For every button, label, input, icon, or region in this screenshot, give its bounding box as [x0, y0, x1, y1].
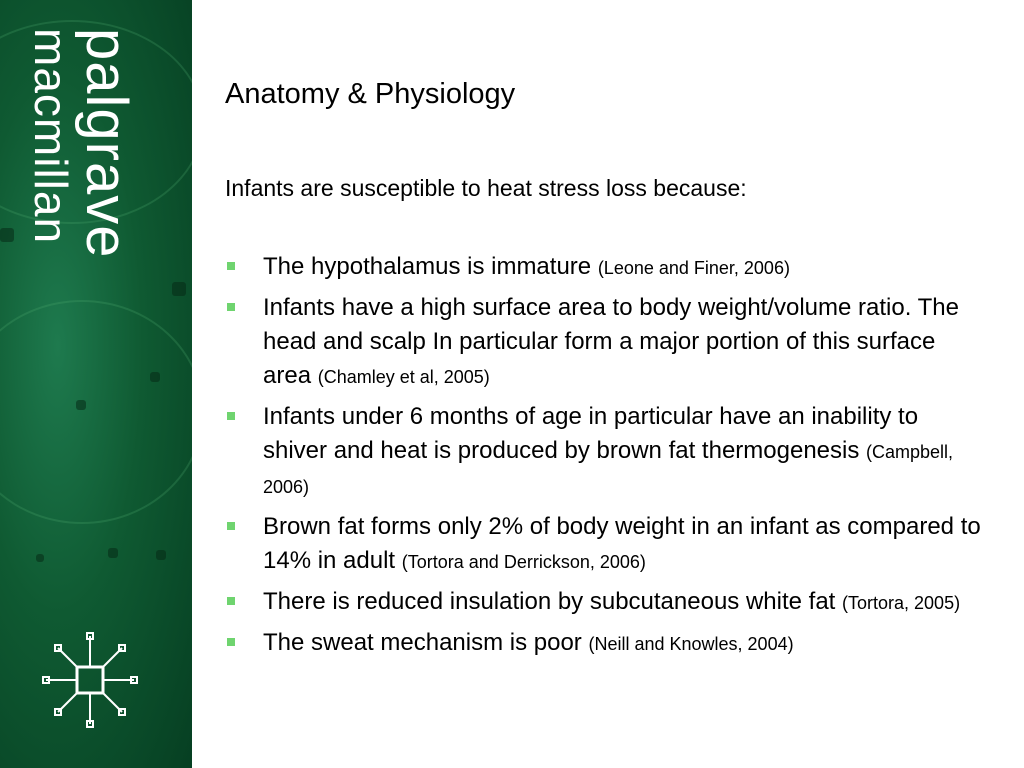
bullet-citation: (Tortora, 2005): [842, 593, 961, 613]
brand-word-palgrave: palgrave: [74, 28, 139, 259]
bullet-citation: (Tortora and Derrickson, 2006): [401, 552, 646, 572]
bullet-text: There is reduced insulation by subcutaneous white fat: [263, 588, 843, 615]
bullet-citation: (Campbell, 2006): [263, 442, 954, 497]
bullet-item: [225, 585, 985, 620]
decorative-dot: [172, 282, 186, 296]
bullet-item: [225, 510, 985, 579]
slide-intro: Infants are susceptible to heat stress loss because:: [225, 175, 747, 201]
brand-sidebar: [0, 0, 192, 768]
bullet-item: [225, 626, 985, 661]
decorative-curve: [0, 300, 192, 524]
square-bullet-icon: [227, 303, 235, 311]
network-square-logo-icon: [40, 630, 140, 730]
decorative-dot: [76, 400, 86, 410]
bullet-citation: (Neill and Knowles, 2004): [588, 634, 794, 654]
bullet-item: [225, 400, 985, 504]
decorative-dot: [150, 372, 160, 382]
bullet-text: Infants have a high surface area to body weight/volume ratio. The head and scalp In particular form a major portion of this surface area: [263, 294, 959, 389]
bullet-list: [225, 250, 985, 667]
brand-word-macmillan: macmillan: [25, 28, 77, 245]
bullet-text: The hypothalamus is immature: [263, 253, 598, 280]
bullet-item: [225, 250, 985, 285]
decorative-dot: [36, 554, 44, 562]
palgrave-macmillan-wordmark: [25, 28, 148, 268]
bullet-text: Infants under 6 months of age in particular have an inability to shiver and heat is produced by brown fat thermogenesis: [263, 403, 919, 464]
slide-title: Anatomy & Physiology: [225, 78, 516, 110]
decorative-dot: [0, 228, 14, 242]
decorative-dot: [156, 550, 166, 560]
square-bullet-icon: [227, 522, 235, 530]
bullet-text: Brown fat forms only 2% of body weight in an infant as compared to 14% in adult: [263, 513, 981, 574]
bullet-citation: (Chamley et al, 2005): [317, 367, 490, 387]
square-bullet-icon: [227, 638, 235, 646]
decorative-dot: [108, 548, 118, 558]
square-bullet-icon: [227, 262, 235, 270]
bullet-item: [225, 291, 985, 394]
square-bullet-icon: [227, 412, 235, 420]
square-bullet-icon: [227, 597, 235, 605]
bullet-text: The sweat mechanism is poor: [263, 629, 589, 656]
bullet-citation: (Leone and Finer, 2006): [597, 258, 790, 278]
